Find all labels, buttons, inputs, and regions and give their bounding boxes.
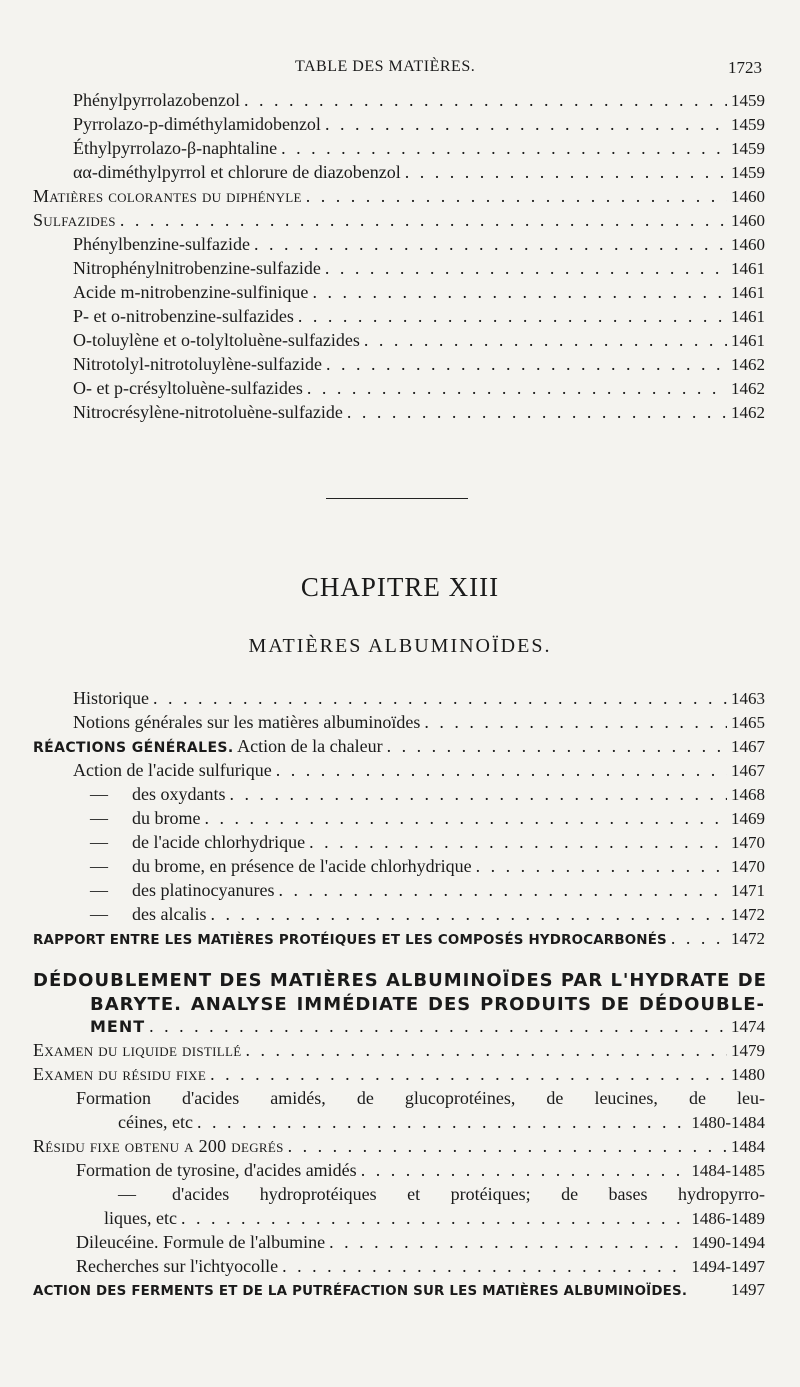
leader-dots xyxy=(405,162,727,183)
toc-entry xyxy=(73,688,765,712)
toc-entry xyxy=(90,880,765,904)
toc-entry-page: 1480 xyxy=(731,1065,765,1084)
toc-entry-page: 1461 xyxy=(731,283,765,302)
toc-entry-label: de l'acide chlorhydrique xyxy=(132,832,306,852)
toc-entry-text: Recherches sur l'ichtyocolle xyxy=(76,1256,279,1276)
toc-entry-page: 1460 xyxy=(731,211,765,230)
toc-entry-page: 1461 xyxy=(731,307,765,326)
toc-entry-page: 1469 xyxy=(731,809,765,828)
leader-dots xyxy=(245,1040,727,1061)
leader-dots xyxy=(476,856,727,877)
leader-dots xyxy=(424,712,727,733)
toc-entry-page: 1490-1494 xyxy=(691,1233,765,1252)
toc-entry-page: 1474 xyxy=(731,1017,765,1036)
running-head xyxy=(0,58,800,82)
toc-entry xyxy=(90,808,765,832)
toc-entry-text: Matières colorantes du diphényle xyxy=(33,186,302,206)
toc-entry xyxy=(73,712,765,736)
toc-entry xyxy=(73,258,765,282)
toc-entry-page: 1459 xyxy=(731,163,765,182)
ditto-dash: — xyxy=(90,784,108,804)
section-divider xyxy=(326,498,468,499)
leader-dots xyxy=(120,210,727,231)
toc-entry xyxy=(104,1208,765,1232)
toc-entry-page: 1461 xyxy=(731,259,765,278)
toc-entry-text: Dileucéine. Formule de l'albumine xyxy=(76,1232,326,1252)
toc-entry xyxy=(76,1232,765,1256)
page-number: 1723 xyxy=(728,58,762,77)
leader-dots xyxy=(149,1016,727,1037)
toc-entry-page: 1470 xyxy=(731,833,765,852)
leader-dots xyxy=(326,354,727,375)
hydroproteiques-line1 xyxy=(118,1184,765,1205)
toc-entry xyxy=(73,234,765,258)
toc-entry-label: des platinocyanures xyxy=(132,880,275,900)
leader-dots xyxy=(387,736,727,757)
leader-dots xyxy=(153,688,727,709)
toc-entry-text: RAPPORT ENTRE LES MATIÈRES PROTÉIQUES ET LES COMPOSÉS HYDROCARBONÉS xyxy=(33,933,667,948)
leader-dots xyxy=(347,402,727,423)
leader-dots xyxy=(329,1232,687,1253)
dedoublement-heading-line1: DÉDOUBLEMENT DES MATIÈRES ALBUMINOÏDES PAR L'HYDRATE DE xyxy=(33,970,767,991)
toc-entry-text: Éthylpyrrolazo-β-naphtaline xyxy=(73,138,278,158)
leader-dots xyxy=(282,1256,687,1277)
toc-entry-label: des alcalis xyxy=(132,904,207,924)
toc-entry xyxy=(73,354,765,378)
leader-dots xyxy=(325,114,727,135)
leader-dots xyxy=(312,282,727,303)
toc-entry-text: Historique xyxy=(73,688,149,708)
toc-section-entry xyxy=(90,1016,765,1040)
toc-entry-text: Examen du résidu fixe xyxy=(33,1064,207,1084)
toc-section-entry xyxy=(33,928,765,952)
leader-dots xyxy=(244,90,727,111)
leader-dots xyxy=(276,760,727,781)
toc-entry xyxy=(73,138,765,162)
leader-dots xyxy=(254,234,727,255)
toc-entry xyxy=(73,306,765,330)
leader-dots xyxy=(309,832,727,853)
ditto-dash: — xyxy=(90,808,108,828)
toc-entry xyxy=(73,378,765,402)
toc-entry-text: O-toluylène et o-tolyltoluène-sulfazides xyxy=(73,330,360,350)
toc-entry-text: Acide m-nitrobenzine-sulfinique xyxy=(73,282,309,302)
toc-entry-text: P- et o-nitrobenzine-sulfazides xyxy=(73,306,294,326)
toc-entry xyxy=(90,784,765,808)
chapter-title: CHAPITRE XIII xyxy=(300,572,500,602)
toc-entry-page: 1497 xyxy=(731,1280,765,1299)
toc-entry-text xyxy=(33,736,383,757)
leader-dots xyxy=(288,1136,727,1157)
toc-entry-page: 1471 xyxy=(731,881,765,900)
toc-entry-text xyxy=(90,856,472,877)
reactions-generales-text: Action de la chaleur xyxy=(233,736,383,756)
ditto-dash: — xyxy=(90,856,108,876)
toc-section-entry xyxy=(33,210,765,234)
toc-entry-text: Résidu fixe obtenu a 200 degrés xyxy=(33,1136,284,1156)
toc-entry-page: 1479 xyxy=(731,1041,765,1060)
toc-entry-text: Nitrotolyl-nitrotoluylène-sulfazide xyxy=(73,354,322,374)
toc-entry-page: 1472 xyxy=(731,929,765,948)
toc-section-entry xyxy=(33,186,765,210)
toc-entry-text: Pyrrolazo-p-diméthylamidobenzol xyxy=(73,114,321,134)
reactions-generales-heading: RÉACTIONS GÉNÉRALES. xyxy=(33,740,234,756)
toc-entry-text: αα-diméthylpyrrol et chlorure de diazobenzol xyxy=(73,162,401,182)
toc-entry-page: 1484 xyxy=(731,1137,765,1156)
toc-entry-page: 1465 xyxy=(731,713,765,732)
toc-entry-text xyxy=(90,784,226,805)
toc-entry-text: Nitrophénylnitrobenzine-sulfazide xyxy=(73,258,321,278)
toc-entry-page: 1468 xyxy=(731,785,765,804)
leader-dots xyxy=(307,378,727,399)
toc-section-entry xyxy=(33,1136,765,1160)
toc-entry-text xyxy=(90,832,305,853)
toc-entry-text: O- et p-crésyltoluène-sulfazides xyxy=(73,378,303,398)
leader-dots xyxy=(210,1064,727,1085)
ditto-dash: — xyxy=(90,904,108,924)
formation-acides-line1: Formation d'acides amidés, de glucoprotéines, de leucines, de leu- xyxy=(76,1088,765,1108)
toc-entry xyxy=(73,114,765,138)
toc-entry-text xyxy=(90,880,274,901)
toc-entry xyxy=(118,1112,765,1136)
toc-entry-page: 1467 xyxy=(731,737,765,756)
leader-dots xyxy=(281,138,727,159)
toc-entry-text: Examen du liquide distillé xyxy=(33,1040,242,1060)
running-head-title: TABLE DES MATIÈRES. xyxy=(295,58,476,75)
toc-entry xyxy=(76,1256,765,1280)
toc-entry-page: 1463 xyxy=(731,689,765,708)
toc-entry-text: Formation de tyrosine, d'acides amidés xyxy=(76,1160,357,1180)
leader-dots xyxy=(181,1208,687,1229)
toc-entry-page: 1459 xyxy=(731,139,765,158)
toc-entry-text xyxy=(90,904,206,925)
toc-entry xyxy=(73,330,765,354)
ditto-dash: — xyxy=(90,832,108,852)
leader-dots xyxy=(298,306,727,327)
leader-dots xyxy=(197,1112,687,1133)
toc-entry xyxy=(90,832,765,856)
toc-entry-page: 1484-1485 xyxy=(691,1161,765,1180)
toc-entry-page: 1461 xyxy=(731,331,765,350)
ditto-dash: — xyxy=(90,880,108,900)
toc-entry xyxy=(33,736,765,760)
toc-entry-page: 1460 xyxy=(731,235,765,254)
hydroproteiques-text: d'acides hydroprotéiques et protéiques; de bases hydropyrro- xyxy=(172,1184,765,1204)
toc-entry-text: Phénylpyrrolazobenzol xyxy=(73,90,240,110)
toc-entry-page: 1459 xyxy=(731,91,765,110)
toc-section-entry xyxy=(33,1280,765,1304)
leader-dots xyxy=(306,186,727,207)
toc-entry-text: liques, etc xyxy=(104,1208,177,1228)
leader-dots xyxy=(325,258,727,279)
toc-section-entry xyxy=(33,1040,765,1064)
toc-entry-text xyxy=(90,808,200,829)
toc-entry xyxy=(90,904,765,928)
leader-dots xyxy=(278,880,727,901)
toc-entry-text: Phénylbenzine-sulfazide xyxy=(73,234,250,254)
toc-entry xyxy=(73,282,765,306)
ditto-dash: — xyxy=(118,1184,136,1204)
toc-entry-page: 1462 xyxy=(731,355,765,374)
toc-entry-text: céines, etc xyxy=(118,1112,193,1132)
toc-section-entry xyxy=(33,1064,765,1088)
chapter-subtitle: MATIÈRES ALBUMINOÏDES. xyxy=(248,635,552,657)
toc-entry-text: ACTION DES FERMENTS ET DE LA PUTRÉFACTION SUR LES MATIÈRES ALBUMINOÏDES. xyxy=(33,1284,688,1299)
toc-entry-label: du brome, en présence de l'acide chlorhydrique xyxy=(132,856,472,876)
toc-entry-label: des oxydants xyxy=(132,784,226,804)
toc-entry-page: 1480-1484 xyxy=(691,1113,765,1132)
toc-entry-page: 1470 xyxy=(731,857,765,876)
toc-entry-text: Nitrocrésylène-nitrotoluène-sulfazide xyxy=(73,402,343,422)
toc-entry-page: 1462 xyxy=(731,403,765,422)
leader-dots xyxy=(364,330,727,351)
leader-dots xyxy=(361,1160,688,1181)
toc-entry-page: 1459 xyxy=(731,115,765,134)
leader-dots xyxy=(210,904,727,925)
toc-entry-label: du brome xyxy=(132,808,201,828)
leader-dots xyxy=(671,928,727,949)
toc-entry-text: Notions générales sur les matières albuminoïdes xyxy=(73,712,421,732)
toc-entry xyxy=(90,856,765,880)
toc-entry xyxy=(76,1160,765,1184)
toc-entry xyxy=(73,760,765,784)
leader-dots xyxy=(204,808,727,829)
toc-entry-text: Sulfazides xyxy=(33,210,116,230)
toc-entry-page: 1467 xyxy=(731,761,765,780)
dedoublement-heading-line3: MENT xyxy=(90,1017,146,1036)
toc-entry-page: 1486-1489 xyxy=(691,1209,765,1228)
toc-entry-page: 1494-1497 xyxy=(691,1257,765,1276)
toc-entry-text: Action de l'acide sulfurique xyxy=(73,760,272,780)
toc-entry xyxy=(73,402,765,426)
toc-entry xyxy=(73,90,765,114)
toc-entry-page: 1462 xyxy=(731,379,765,398)
toc-entry xyxy=(73,162,765,186)
toc-entry-page: 1460 xyxy=(731,187,765,206)
toc-entry-page: 1472 xyxy=(731,905,765,924)
dedoublement-heading-line2: BARYTE. ANALYSE IMMÉDIATE DES PRODUITS DE DÉDOUBLE- xyxy=(90,994,765,1015)
leader-dots xyxy=(230,784,728,805)
